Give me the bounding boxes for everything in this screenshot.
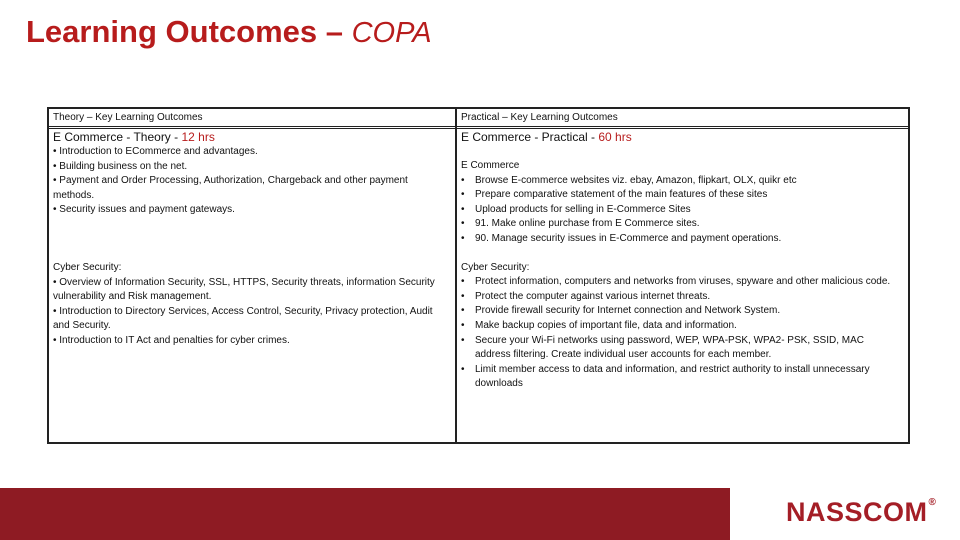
theory-header: Theory – Key Learning Outcomes <box>53 112 203 123</box>
learning-outcomes-table <box>47 107 910 444</box>
practical-ecommerce-item: • 90. Manage security issues in E-Commerce and payment operations. <box>461 232 901 247</box>
practical-ecommerce-item: • Prepare comparative statement of the main features of these sites <box>461 188 901 203</box>
theory-ecommerce-item: • Payment and Order Processing, Authorization, Chargeback and other payment methods. <box>53 175 408 201</box>
practical-header: Practical – Key Learning Outcomes <box>461 112 618 123</box>
practical-cyber-item: • Limit member access to data and information, and restrict authority to install unnecessary downloads <box>461 363 901 392</box>
practical-cyber-item: • Protect the computer against various internet threats. <box>461 290 901 305</box>
theory-cyber-title: Cyber Security: <box>53 261 122 273</box>
practical-cyber-title: Cyber Security: <box>461 261 530 273</box>
practical-ecommerce-item: • 91. Make online purchase from E Commerce sites. <box>461 217 901 232</box>
slide-title-subtitle: COPA <box>351 17 432 49</box>
logo-text: NASSCOM <box>786 497 928 527</box>
theory-ecommerce-list <box>53 145 449 218</box>
practical-cyber-item: • Make backup copies of important file, data and information. <box>461 319 901 334</box>
theory-subheader <box>53 129 449 145</box>
practical-ecommerce-title: E Commerce <box>461 160 520 171</box>
spacer <box>53 218 449 261</box>
practical-cyber-item: • Protect information, computers and networks from viruses, spyware and other malicious code. <box>461 275 901 290</box>
footer-bar <box>0 488 730 540</box>
practical-column <box>461 109 901 442</box>
slide-title <box>26 14 432 50</box>
theory-hours: 12 hrs <box>181 130 215 144</box>
practical-cyber-list <box>461 275 901 392</box>
practical-cyber-item: • Secure your Wi-Fi networks using password, WEP, WPA-PSK, WPA2- PSK, SSID, MAC address filtering. Create individual user accounts for each member. <box>461 334 901 363</box>
practical-ecommerce-item: • Upload products for selling in E-Commerce Sites <box>461 203 901 218</box>
spacer <box>461 247 901 261</box>
practical-ecommerce-item: • Browse E-commerce websites viz. ebay, Amazon, flipkart, OLX, quikr etc <box>461 174 901 189</box>
theory-column <box>53 109 449 442</box>
practical-subheader <box>461 129 901 145</box>
slide-title-main: Learning Outcomes – <box>26 14 343 49</box>
practical-hours: 60 hrs <box>598 130 632 144</box>
practical-ecommerce-list <box>461 174 901 247</box>
theory-cyber-item: • Introduction to Directory Services, Access Control, Security, Privacy protection, Audit and Security. <box>53 305 433 332</box>
registered-mark: ® <box>928 497 937 508</box>
column-divider <box>455 109 457 442</box>
spacer <box>461 145 901 159</box>
theory-subheader-text: E Commerce - Theory - <box>53 130 182 144</box>
theory-ecommerce-item: • Introduction to ECommerce and advantages. <box>53 146 258 157</box>
theory-cyber-item: • Overview of Information Security, SSL, HTTPS, Security threats, information Security vulnerability and Risk management. <box>53 276 435 303</box>
nasscom-logo <box>786 497 936 528</box>
practical-cyber-item: • Provide firewall security for Internet connection and Network System. <box>461 304 901 319</box>
practical-subheader-text: E Commerce - Practical - <box>461 130 599 144</box>
theory-ecommerce-item: • Building business on the net. <box>53 160 188 172</box>
theory-cyber-list <box>53 276 449 349</box>
theory-ecommerce-item: • Security issues and payment gateways. <box>53 204 235 216</box>
theory-cyber-item: • Introduction to IT Act and penalties for cyber crimes. <box>53 334 290 346</box>
